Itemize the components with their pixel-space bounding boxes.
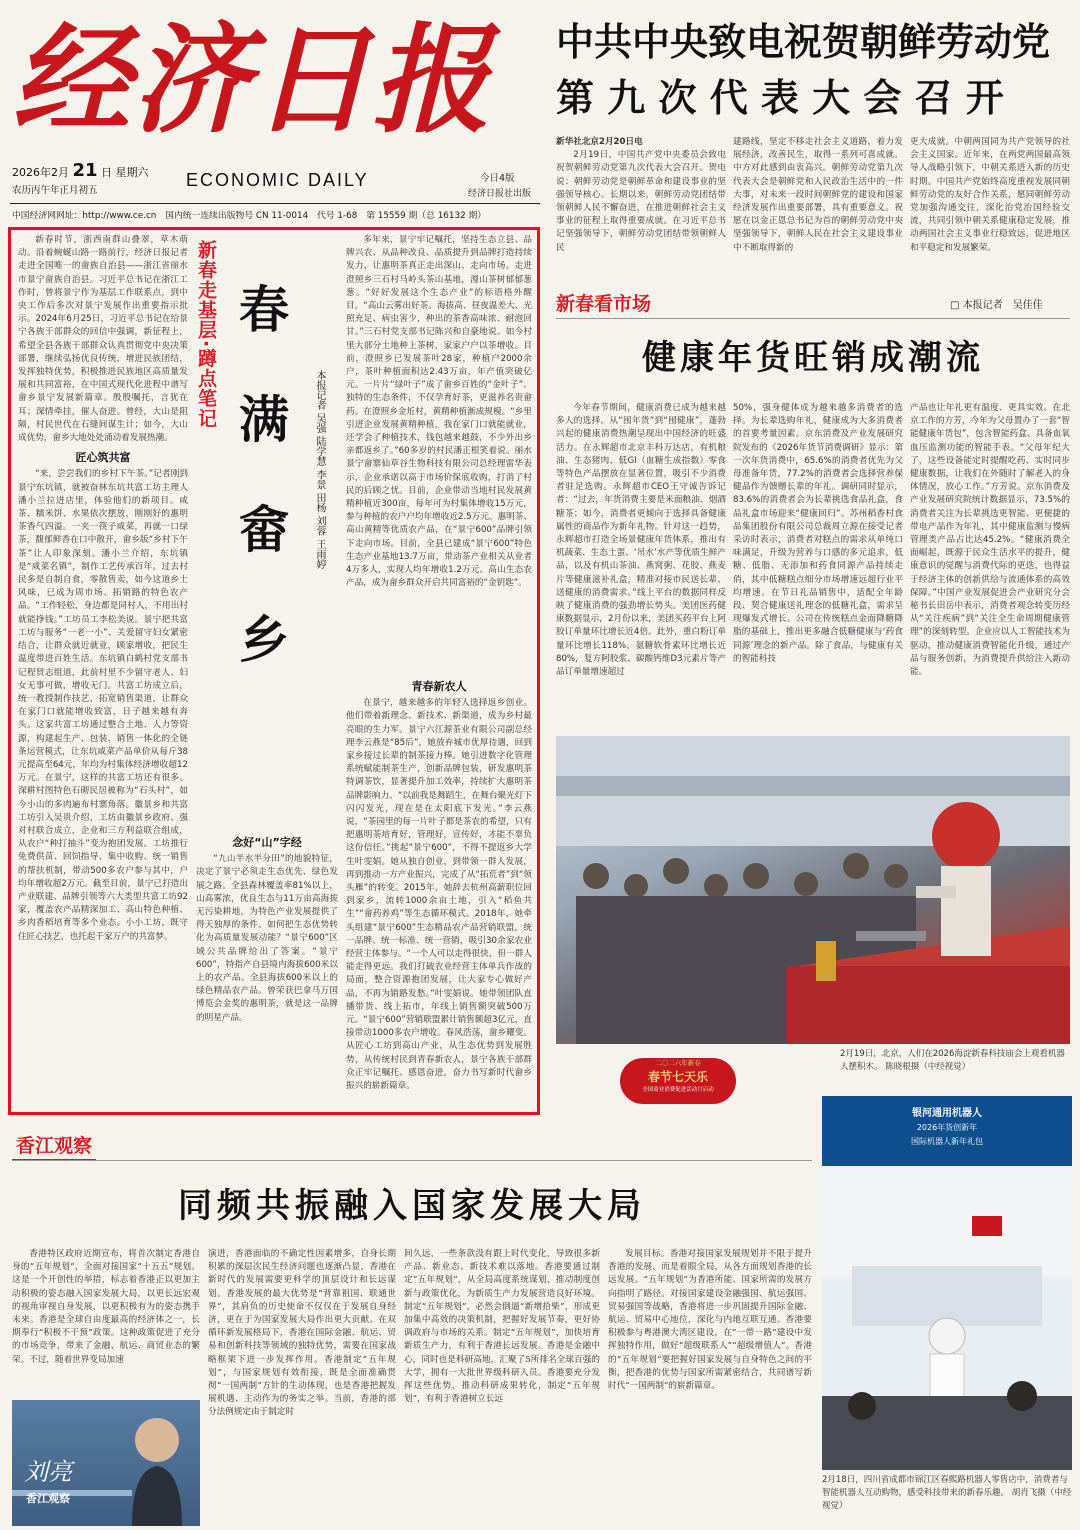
hk-headline: 同频共振融入国家发展大局: [178, 1186, 646, 1226]
festival-badge-name: 春节七天乐: [647, 1070, 708, 1084]
market-headline: 健康年货旺销成潮流: [642, 338, 984, 378]
feature-title: [234, 270, 294, 710]
english-name: ECONOMIC DAILY: [186, 170, 369, 190]
photo2-credit: 胡肖飞摄（中经视觉）: [822, 1488, 1072, 1511]
top-story-text2: 建路线，坚定不移走社会主义道路，着力发展经济，改善民生，取得一系列可喜成就。中方对此感到由衷高兴。朝鲜劳动党第九次代表大会是朝鲜党和人民政治生活中的一件大事，对未来一段时间朝鲜党的建设和国家经济发展作出重要部署，具有重要意义。祝愿在以金正恩总书记为首的朝鲜劳动党中央坚强领导下，朝鲜人民在社会主义建设事业中不断取得新的: [733, 137, 903, 253]
newspaper-logo: 经济日报: [12, 10, 493, 149]
market-text1: 今年春节期间，健康消费已成为越来越多人的选择。从“囤年货”到“囤健康”，蓬勃兴起的健康消费热潮呈现出中国经济的旺盛活力。在永辉超市北京丰科万达店，有机粮油、生态猪肉、低GI（血糖生成指数）零食等特色产品摆放在显著位置，吸引不少消费者驻足选购。永辉超市CEO王守诚告诉记者：“过去，年货消费主要是米面粮油、烟酒糖茶；如今，消费者更倾向于选择具备健康属性的商品作为新年礼物。针对这一趋势，永辉超市打造全场景健康年货体系，推出有机蔬菜、生态土蛋、‘吊水’水产等优质生鲜产品，以及有机山茶油、燕窝粥、花胶、燕麦片等健康滋补礼盒，精准对接市民送长辈、送健康的消费需求。”线上平台的数据同样反映了健康消费的强劲增长势头。美团医药健康数据显示，2月份以来，美团买药平台上阿胶订单量环比增长近4倍。此外，重白粉订单量环比增长118%，氨糖软骨素环比增长近80%，复方阿胶浆、碳酸钙维D3元素片等产品订单量增速超过: [556, 403, 726, 678]
feature-section-1: “来，尝尝我们的乡村下午茶。”记者刚到景宁东坑镇，就被奋林东坑共富工坊主理人潘小兰拉进店里，体验他们的新项目。咸茶、糯米饼、水果依次摆放，刚刚好的惠明茶香气四溢。一夹一筷子咸菜，再就一口绿茶，馥郁鲜香在口中散开，畲乡版“乡村下午茶”让人印象深刻。潘小兰介绍，东坑镇是“咸菜名镇”，制作工艺传承百年。过去村民多是自制自食，零散售卖，如今这道乡土风味，已成为周市场、拓销路的特色农产品。“工作轻松，身边都是同村人，不用出村就能挣钱。”工坊员工李松美说。景宁把共富工坊与服务“一老一小”、关爱留守妇女紧密结合，让群众就近就业，顾家增收，把民生温度带进百姓生活。东坑镇白鹤村党支部书记程贤志组道，此前村里不少留守老人、妇女无事可做，增收无门。共富工坊成立后，统一教授制作技艺，拓宽销售渠道，让群众在家门口就能增收致富，日子越来越有奔头。这家共富工坊通过整合土地、人力等资源，构建起生产、包装、销售一体化的全链条运营模式，让东坑咸菜产品单价从每斤38元提高至64元，年均为村集体经济增收超12万元。在景宁，这样的共富工坊还有很多。深耕村图特色石砌民居被称为“石头村”，如今小山的多肉遍布村寨角落。徽景乡和共富工坊引入吴贵介绍，工坊由徽景乡政府、强对村联合成立，企业和三方利益联合组成，从农户“种打抽斗”变为抱团发展。工坊推行免费供苗、回饲指导、集中收购、统一销售的帮扶机制，带动500多农户参与其中，户均年增收超2万元。截至目前，景宁已打造出产业联建、品牌引领等六大类型共富工坊92家，覆盖农产品精深加工、高山特色种植、乡肉香稻培育等多个业态。小小工坊，既守住匠心技艺，也托起千家万户的共富梦。: [18, 469, 188, 942]
date-day: 21: [72, 160, 98, 181]
photo2-caption: [822, 1474, 1072, 1526]
market-section-label: 新春看市场: [556, 293, 652, 315]
feature-subhead-1: 匠心筑共富: [75, 451, 131, 465]
hk-text1: 香港特区政府近期宣布，将首次制定香港自身的“五年规划”，全面对接国家“十五五”规划。这是一个开创性的举措，标志着香港正以更加主动积极的姿态融入国家发展大局，以更长远宏观的视角审视自身发展，以更积极有为的姿态携手未来。香港是全球自由度最高的经济体之一，长期奉行“积极不干预”政策。这种政策促进了充分的市场竞争，带来了金融、航运、商贸业态的繁荣。不过，随着世界变局加速: [12, 1249, 200, 1365]
edition-count: 今日4版: [480, 173, 515, 184]
date-month: 2026年2月: [12, 166, 69, 179]
market-col3: [910, 402, 1070, 724]
hk-col4: [608, 1248, 812, 1526]
author-column-tag: 香江观察: [26, 1492, 70, 1505]
store-sign-3: 国际机器人新年礼包: [911, 1137, 983, 1146]
hk-col2: [208, 1248, 396, 1526]
photo1-caption: [840, 1048, 1072, 1088]
lunar-date: 农历丙午年正月初五: [12, 185, 98, 196]
top-story-col2: [733, 136, 903, 253]
robot-expo-photo: [556, 736, 1070, 1044]
feature-title-char-1: 春: [239, 280, 289, 339]
market-text2: 50%，强身健体成为越来越多消费者的选择。为长辈选购年礼，健康成为大多消费者的首要考量因素。京东消费及产业发展研究院发布的《2026年货节消费调研》显示：第一次年货消费中，65.6%的消费者优先为父母准备年货，77.2%的消费者会选择营养保健品作为馈赠长辈的年礼。调研同时显示，83.6%的消费者会为长辈挑选食品礼盒，食品礼盒市场迎来“健康回归”。苏州稻香村食品集团股份有限公司总裁周立源在接受记者采访时表示，消费者对糕点的需求从单纯口味满足，升级为营养与口感的多元追求，低糖、低脂、无添加和药食同源产品持续走俏，其中低糖糕点细分市场增速远超行业平均增速。在节日礼品销售中，适配全年龄段、契合健康送礼理念的低糖礼盒，需求呈现爆发式增长。公司在传统糕点金面降糖降脂的基础上，推出更多融合低糖健康与‘药食同源’理念的新产品。除了食品，与健康有关的智能科技: [733, 403, 903, 664]
market-col2: [733, 402, 903, 724]
photo2-caption-text: 2月18日，四川省成都市锦江区春熙路机器人零售店中，消费者与智能机器人互动购物，感受科技带来的新春乐趣。: [822, 1475, 1068, 1498]
feature-col1: [18, 234, 188, 1104]
feature-title-char-2: 满: [239, 390, 289, 449]
top-story-col3: [910, 136, 1070, 253]
photo1-credit: 陈晓根摄（中经视觉）: [885, 1062, 971, 1072]
hk-col3: [404, 1248, 600, 1526]
feature-col-2-lower: [196, 830, 338, 1105]
hk-divider: [12, 1160, 812, 1161]
festival-badge-top: 二〇二六年新春: [655, 1059, 701, 1067]
market-text3: 产品也让年礼更有温度、更具实效。在北京工作的方芳，今年为父母置办了一套“智能健康年货包”，包含智能药盒、具备血氧血压监测功能的智能手表。“父母年纪大了，这些设备能定时提醒吃药、实时同步健康数据，让我们在外随时了解老人的身体情况，放心工作。”方芳说。京东消费及产业发展研究院统计数据显示，73.5%的消费者关注为长辈挑选更智能、更便捷的带电产品作为年礼，其中健康监测与慢病管理类产品占比达45.2%。“健康消费全面崛起，既源于民众生活水平的提升，健康意识的觉醒与消费代际的更迭，也得益于经济主体的创新供给与流通体系的高效保障。”中国产业发展促进会产业研究分会秘书长田岳中表示，消费者观念转变历经从“关注疾病”到“关注全生命周期健康管理”的深刻转型。企业应以人工智能技术为驱动，推动健康消费智能化升级，通过产品与服务创新，为消费提升供给注入新动能。: [910, 403, 1070, 678]
festival-badge-bottom: 全国商业消费促进活动月启动: [642, 1087, 714, 1093]
masthead-divider: [10, 203, 540, 204]
publisher: 经济日报社出版: [468, 189, 532, 199]
robot-store-illustration: [822, 1096, 1072, 1470]
store-sign-1: 银河通用机器人: [912, 1108, 982, 1119]
festival-badge: [620, 1058, 736, 1104]
top-headline-line2: 第 九 次 代 表 大 会 召 开: [556, 76, 1004, 120]
author-signature: 刘亮: [24, 1458, 72, 1486]
feature-title-char-3: 畲: [239, 500, 289, 559]
hk-section-label: 香江观察: [12, 1130, 96, 1161]
feature-section-3: 在景宁，越来越多的年轻人选择返乡创业。他们带着新理念、新技术、新渠道，成为乡村最亮眼的生力军。景宁六江源茶业有限公司副总经理李云燕是“85后”，她放弃城市优厚待遇，回到家乡接过长辈的制茶接力棒。她引进数字化管理系统赋能制茶生产，创新品牌包装，研发惠明茶特调茶饮，显著提升加工效率，持续扩大惠明茶品牌影响力。“以前我是舞蹈生，在舞台聚光灯下闪闪发光，现在是在太阳底下发光。”李云燕说，“茶园里的每一片叶子都是茶农的希望，只有把惠明茶培育好，管理好，宣传好，才能不辜负这份信任。”挑起“景宁600”，不得不提返乡大学生叶雯娟。她从独自创业，到带领一群人发展，再到推动一方产业振兴，完成了从“拓荒者”到“领头雁”的转变。2015年，她辞去杭州高薪职位回到家乡，流转1000余亩土地，引入“稻鱼共生”“畲药养鸡”等生态循环模式。2018年，她牵头组建“景宁600”生态精品农产品营销联盟，统一品牌、统一标准、统一营销，吸引30余家农业经营主体参与。“一个人可以走得很快，但一群人能走得更远。我们打破农业经营主体单兵作战的局面，整合资源抱团发展，让大家专心做好产品，不再为销路发愁。”叶雯娟说。她带领团队直播带货、线上拓市，年线上销售额突破500万元。“景宁600”营销联盟累计销售额超3亿元，直接带动1000多农户增收。春风浩荡，畲乡耀变。从匠心工坊到高山产业，从生态优势到发展胜势，从传统村民到青春新农人，景宁各族干部群众正牢记嘱托、感恩奋进，奋力书写新时代畲乡振兴的崭新篇章。: [346, 698, 532, 1092]
feature-series-label: 新春走基层·蹲点笔记: [195, 240, 217, 429]
photo1-caption-text: 2月19日，北京，人们在2026海淀新春科技庙会上观看机器人摆积木。: [840, 1049, 1065, 1072]
market-divider: [556, 318, 1070, 319]
market-byline: [950, 296, 1043, 311]
top-headline: [556, 14, 1071, 126]
date-weekday: 日 星期六: [101, 166, 149, 179]
hk-col1: [12, 1248, 200, 1394]
info-line: 中国经济网网址：http://www.ce.cn 国内统一连续出版物号 CN 11-0014 代号 1-68 第 15559 期（总 16132 期）: [12, 211, 487, 221]
feature-title-char-4: 乡: [239, 610, 289, 669]
feature-section-2-cont: 多年来，景宁牢记嘱托，坚持生态立县、品牌兴农、从品种改良、品质提升到品牌打造持续发力，让惠明茶真正走出深山、走向市场。走进澄照乡三石村马岭头茶山基地，漫山茶树郁郁葱葱。“好好发展这个生态产业”的标语格外醒目，“高山云雾出好茶。海拔高、昼夜温差大、光照充足、病虫害少，种出的茶香高味浓、耐泡回甘。”三石村党支部书记陈兴和自豪地说。如今村里大部分土地种上茶树，家家户户以茶增收。目前，澄照乡已发展茶叶28家，种植户2000余户，茶叶种植面积达2.43万亩，年产值突破亿元。一片片“绿叶子”成了畲乡百姓的“金叶子”。独特的生态条件，不仅孕育好茶，更滋养名贵畲药。在澄照乡金坵村，黄精种植渐成规模。“乡里引进企业发展黄精种植，我在家门口就能就业，还学会了种植技术，钱包越来越鼓，不少外出乡亲都返乡了。”60多岁的村民潘正根笑着说。丽水景宁畲寨仙草谷生物科技有限公司总经理雷华表示，企业承诺以高于市场价保底收购，打消了村民的后顾之忧。目前，企业带动当地村民发展黄精种植近300亩，每年可为村集体增收15万元，参与种植的农户户均年增收近2.5万元。惠明茶、高山黄精等优质农产品，在“景宁600”品牌引领下走向市场。目前，全县已建成“景宁600”特色生态产业基地13.7万亩，带动茶产业相关从业者4万多人，实现人均年增收1.2万元。高山生态农产品，成为畲乡群众开启共同富裕的“金钥匙”。: [346, 235, 532, 589]
feature-section-2: “九山半水半分田”的地貌特征，决定了景宁必须走生态优先、绿色发展之路。全县森林覆盖率81%以上，山高雾浓，优良生态与11万亩高海拔无污染耕地，为特色产业发展提供了得天独厚的条件。如何把生态优势转化为高质量发展动能？“景宁600”区域公共品牌给出了答案。“景宁600”，特指产自县境内海拔600米以上的农产品。全县海拔600米以上的绿色精品农产品。曾荣获巴拿马万国博览会金奖的惠明茶，就是这一品牌的明星产品。: [196, 854, 338, 1023]
robot-store-photo: [822, 1096, 1072, 1470]
feature-byline: 本报记者 吴强 陆学慧 李景 田杨 刘蓉 王雨婷: [314, 370, 325, 570]
square-icon: □: [950, 300, 960, 311]
hk-text2: 演进，香港面临的不确定性因素增多，自身长期积累的深层次民生经济问题也逐渐凸显，香港在新时代的发展需要更科学的顶层设计和长远谋划。香港发展的最大优势是“背靠祖国、联通世界”，其肩负的历史使命不仅仅在于发展自身经济，更在于为国家发展大局作出更大贡献。在双循环新发展格局下，香港在国际金融、航运、贸易和创新科技等领域的独特优势，需要在国家战略框架下进一步发挥作用。香港制定“五年规划”，与国家规划有效衔接，既是全面准确贯彻“一国两制”方针的生动体现，也是香港把握发展机遇、主动作为的务实之举。当前，香港的部分法例规定由于制定时: [208, 1249, 396, 1418]
robot-expo-illustration: [556, 736, 1070, 1044]
feature-subhead-2: 念好“山”字经: [232, 836, 302, 849]
issue-date: [12, 160, 149, 181]
masthead: [0, 0, 540, 200]
top-story-col1: [556, 136, 726, 253]
top-story-text1: 2月19日，中国共产党中央委员会致电祝贺朝鲜劳动党第九次代表大会召开。贺电说：朝鲜劳动党是朝鲜革命和建设事业的坚强领导核心。长期以来，朝鲜劳动党团结带领朝鲜人民不懈奋进，在推进朝鲜社会主义事业的征程上取得重要成就。在习近平总书记坚强领导下，朝鲜劳动党团结带领朝鲜人民: [556, 150, 726, 253]
hk-text4: 发展目标。香港对接国家发展规划并不限于提升香港的发展，而是着眼全局，从各方面规划香港的长远发展。“五年规划”为香港所能、国家所需的发展方向指明了路径。对接国家建设金融强国、航运强国、贸易强国等战略，香港将进一步巩固提升国际金融、航运、贸易中心地位，深化与内地互联互通。香港要积极参与粤港澳大湾区建设，在“一带一路”建设中发挥独特作用，做好“超级联系人”“超级增值人”。香港的“五年规划”要把握好国家发展与自身特色之间的平衡，把香港的优势与国家所需紧密结合，共同谱写新时代“一国两制”的崭新篇章。: [608, 1249, 812, 1392]
feature-intro: 新春时节，浙西南群山叠翠，草木萌动。沿着蜿蜒山路一路前行，经济日报记者走进全国唯一的畲族自治县——浙江省丽水市景宁畲族自治县。习近平总书记在浙江工作时，曾将景宁作为基层工作联系点，到中央工作后多次对景宁发展作出重要指示批示。2024年6月25日，习近平总书记在给景宁各族干部群众的回信中强调，新征程上，希望全县各族干部群众认真贯彻党中央决策部署，继续弘扬优良传统，增进民族团结，发挥独特优势，积极推进民族地区高质量发展和共同富裕，在中国式现代化进程中谱写畲乡景宁发展新篇章。殷殷嘱托，言犹在耳；深情牵挂，催人奋进。曾经，大山是阻隔，村民世代在石缝间谋生计；如今，大山成优势，畲乡大地处处涌动着发展热潮。: [18, 235, 188, 444]
top-headline-line1: 中共中央致电祝贺朝鲜劳动党: [556, 20, 1051, 64]
feature-col3: [346, 234, 532, 1104]
market-byline-text: 本报记者 吴佳佳: [962, 300, 1043, 311]
store-sign-2: 2026年货创新年: [916, 1123, 978, 1132]
top-story-text3: 更大成就。中朝两国同为共产党领导的社会主义国家。近年来，在两党两国最高领导人战略引领下，中朝关系进入新的历史时期。中国共产党始终高度重视发展同朝鲜劳动党的友好合作关系，愿同朝鲜劳动党加强沟通交往，深化治党治国经验交流，共同引领中朝关系健康稳定发展，推动两国社会主义事业行稳致远，促进地区和平稳定和发展繁荣。: [910, 137, 1070, 253]
hk-text3: 间久远，一些条款没有跟上时代变化，导致很多新产品、新业态、新技术难以落地。香港要通过制定“五年规划”，从全局高度系统谋划，推动制度创新与政策优化，为新质生产力发展营造良好环境。制定“五年规划”，必然会倒逼“新增拾柴”，形成更加集中高效的决策机制，把握好发展节奏，更好协调政府与市场的关系。制定“五年规划”，加快培育新质生产力，有利于香港长远发展。香港是金融中心，同时也是科研高地，汇聚了5所排名全球百强的大学，拥有一大批世界级科研人员。香港要充分发挥这些优势，推动科研成果转化，制定“五年规划”，有利于香港树立长远: [404, 1249, 600, 1405]
market-col1: [556, 402, 726, 724]
hk-author-panel: [12, 1400, 200, 1526]
top-dateline: 新华社北京2月20日电: [556, 137, 643, 147]
feature-subhead-3: 青春新农人: [411, 680, 467, 693]
